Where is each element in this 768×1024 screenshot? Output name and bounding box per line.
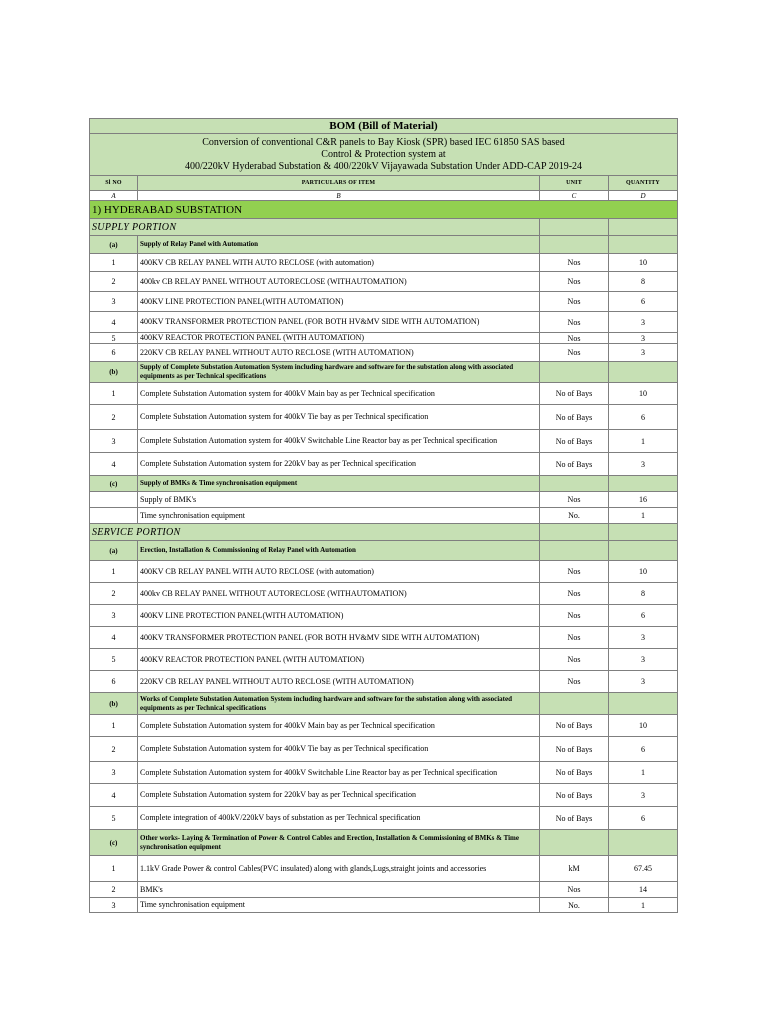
subtitle-line: Control & Protection system at [321,148,446,160]
row-particulars: 400KV CB RELAY PANEL WITH AUTO RECLOSE (with automation) [138,254,540,272]
row-unit: No of Bays [540,430,609,453]
row-particulars: Complete Substation Automation system for 400kV Tie bay as per Technical specification [138,737,540,762]
row-quantity: 3 [609,453,678,476]
bom-table [89,118,678,913]
column-header-quantity: QUANTITY [609,176,678,191]
table-row [90,453,678,476]
row-particulars: 400KV CB RELAY PANEL WITH AUTO RECLOSE (with automation) [138,561,540,583]
table-row [90,292,678,312]
row-quantity: 3 [609,312,678,333]
row-number: 5 [90,333,138,344]
supply-portion-body [90,236,678,524]
empty-cell [540,830,609,856]
group-header-row [90,362,678,383]
row-quantity: 6 [609,605,678,627]
row-unit: No. [540,508,609,524]
row-number: 6 [90,344,138,362]
row-particulars: Time synchronisation equipment [138,508,540,524]
section-title: 1) HYDERABAD SUBSTATION [90,201,678,219]
row-quantity: 6 [609,292,678,312]
table-row [90,272,678,292]
row-particulars: 1.1kV Grade Power & control Cables(PVC insulated) along with glands,Lugs,straight joints and accessories [138,856,540,882]
row-number: 4 [90,784,138,807]
row-unit: Nos [540,333,609,344]
row-quantity: 1 [609,762,678,784]
row-quantity: 16 [609,492,678,508]
column-header-row [90,176,678,191]
row-unit: Nos [540,344,609,362]
subtitle-line: 400/220kV Hyderabad Substation & 400/220kV Vijayawada Substation Under ADD-CAP 2019-24 [184,160,583,172]
row-number: 5 [90,807,138,830]
column-header-particulars: PARTICULARS OF ITEM [138,176,540,191]
document-title: BOM (Bill of Material) [90,119,678,134]
row-particulars: 400KV TRANSFORMER PROTECTION PANEL (FOR BOTH HV&MV SIDE WITH AUTOMATION) [138,312,540,333]
row-number: 6 [90,671,138,693]
row-number: 1 [90,856,138,882]
table-row [90,671,678,693]
row-quantity: 10 [609,561,678,583]
row-particulars: 400kv CB RELAY PANEL WITHOUT AUTORECLOSE (WITHAUTOMATION) [138,583,540,605]
row-number: 1 [90,383,138,405]
table-row [90,605,678,627]
table-row [90,856,678,882]
group-header-row [90,693,678,715]
empty-cell [540,524,609,541]
table-row [90,807,678,830]
row-unit: Nos [540,627,609,649]
column-header-unit: UNIT [540,176,609,191]
group-label: (a) [90,541,138,561]
row-particulars: Complete Substation Automation system for 400kV Switchable Line Reactor bay as per Technical specification [138,762,540,784]
empty-cell [609,541,678,561]
row-unit: No of Bays [540,405,609,430]
table-row [90,649,678,671]
row-quantity: 1 [609,508,678,524]
table-row [90,333,678,344]
row-particulars: BMK's [138,882,540,898]
table-row [90,882,678,898]
row-particulars: Complete Substation Automation system for 220kV bay as per Technical specification [138,784,540,807]
row-quantity: 3 [609,344,678,362]
subtitle-line: Conversion of conventional C&R panels to Bay Kiosk (SPR) based IEC 61850 SAS based [202,136,565,148]
table-row [90,627,678,649]
row-quantity: 6 [609,405,678,430]
empty-cell [609,236,678,254]
row-quantity: 10 [609,254,678,272]
portion-title-supply: SUPPLY PORTION [90,219,540,236]
row-quantity: 6 [609,737,678,762]
row-quantity: 1 [609,430,678,453]
row-number: 2 [90,583,138,605]
row-particulars: Complete Substation Automation system for 400kV Main bay as per Technical specification [138,383,540,405]
column-letter: A [90,191,138,201]
row-quantity: 3 [609,627,678,649]
row-number: 4 [90,453,138,476]
row-unit: Nos [540,272,609,292]
row-number: 1 [90,254,138,272]
group-title: Erection, Installation & Commissioning of Relay Panel with Automation [138,541,540,561]
empty-cell [609,362,678,383]
table-row [90,312,678,333]
row-number: 1 [90,715,138,737]
column-letter: C [540,191,609,201]
group-label: (c) [90,476,138,492]
row-number: 3 [90,762,138,784]
row-unit: Nos [540,605,609,627]
group-header-row [90,541,678,561]
group-title: Works of Complete Substation Automation System including hardware and software for the substation along with associated equipments as per Technical specifications [138,693,540,715]
empty-cell [540,541,609,561]
row-particulars: Complete Substation Automation system for 400kV Main bay as per Technical specification [138,715,540,737]
row-particulars: Complete Substation Automation system for 220kV bay as per Technical specification [138,453,540,476]
row-unit: Nos [540,882,609,898]
document-subtitle [90,134,678,176]
row-quantity: 8 [609,583,678,605]
table-row [90,430,678,453]
table-row [90,583,678,605]
row-unit: Nos [540,312,609,333]
row-number: 5 [90,649,138,671]
row-particulars: Complete integration of 400kV/220kV bays of substation as per Technical specification [138,807,540,830]
row-number [90,508,138,524]
row-unit: Nos [540,671,609,693]
group-label: (a) [90,236,138,254]
row-unit: No. [540,898,609,913]
portion-title-service: SERVICE PORTION [90,524,540,541]
row-unit: kM [540,856,609,882]
row-particulars: 400KV TRANSFORMER PROTECTION PANEL (FOR BOTH HV&MV SIDE WITH AUTOMATION) [138,627,540,649]
row-particulars: Supply of BMK's [138,492,540,508]
row-particulars: Time synchronisation equipment [138,898,540,913]
group-label: (b) [90,362,138,383]
table-row [90,561,678,583]
empty-cell [540,693,609,715]
row-number: 2 [90,405,138,430]
row-quantity: 10 [609,383,678,405]
empty-cell [540,219,609,236]
row-quantity: 3 [609,671,678,693]
row-number: 1 [90,561,138,583]
row-number: 2 [90,272,138,292]
row-unit: No of Bays [540,784,609,807]
empty-cell [609,219,678,236]
row-particulars: Complete Substation Automation system for 400kV Switchable Line Reactor bay as per Technical specification [138,430,540,453]
row-quantity: 8 [609,272,678,292]
row-number: 3 [90,898,138,913]
row-quantity: 1 [609,898,678,913]
row-unit: Nos [540,583,609,605]
row-particulars: 400KV LINE PROTECTION PANEL(WITH AUTOMATION) [138,605,540,627]
table-row [90,715,678,737]
table-row [90,784,678,807]
row-number: 4 [90,312,138,333]
row-unit: No of Bays [540,762,609,784]
row-unit: No of Bays [540,453,609,476]
group-header-row [90,830,678,856]
column-letter: D [609,191,678,201]
row-number: 2 [90,737,138,762]
row-unit: Nos [540,492,609,508]
empty-cell [540,362,609,383]
row-unit: No of Bays [540,715,609,737]
table-row [90,508,678,524]
row-number: 4 [90,627,138,649]
row-particulars: 400KV REACTOR PROTECTION PANEL (WITH AUTOMATION) [138,649,540,671]
row-unit: No of Bays [540,737,609,762]
group-title: Supply of Complete Substation Automation System including hardware and software for the substation along with associated equipments as per Technical specifications [138,362,540,383]
column-letter-row [90,191,678,201]
row-unit: No of Bays [540,807,609,830]
empty-cell [540,236,609,254]
row-number: 3 [90,292,138,312]
group-title: Supply of Relay Panel with Automation [138,236,540,254]
row-quantity: 3 [609,649,678,671]
table-row [90,405,678,430]
empty-cell [540,476,609,492]
row-quantity: 3 [609,333,678,344]
row-unit: Nos [540,649,609,671]
row-quantity: 14 [609,882,678,898]
row-unit: Nos [540,292,609,312]
group-label: (b) [90,693,138,715]
table-row [90,737,678,762]
row-number: 3 [90,430,138,453]
row-unit: Nos [540,254,609,272]
group-label: (c) [90,830,138,856]
row-number: 3 [90,605,138,627]
empty-cell [609,476,678,492]
group-title: Supply of BMKs & Time synchronisation equipment [138,476,540,492]
column-header-slno: Sl NO [90,176,138,191]
row-particulars: Complete Substation Automation system for 400kV Tie bay as per Technical specification [138,405,540,430]
row-quantity: 67.45 [609,856,678,882]
table-row [90,344,678,362]
row-number [90,492,138,508]
table-row [90,898,678,913]
row-particulars: 220KV CB RELAY PANEL WITHOUT AUTO RECLOSE (WITH AUTOMATION) [138,671,540,693]
row-particulars: 400KV REACTOR PROTECTION PANEL (WITH AUTOMATION) [138,333,540,344]
row-quantity: 6 [609,807,678,830]
row-quantity: 3 [609,784,678,807]
empty-cell [609,693,678,715]
row-unit: Nos [540,561,609,583]
empty-cell [609,524,678,541]
group-title: Other works- Laying & Termination of Power & Control Cables and Erection, Installation & Commissioning of BMKs & Time synchronisation equipment [138,830,540,856]
row-quantity: 10 [609,715,678,737]
row-unit: No of Bays [540,383,609,405]
table-row [90,492,678,508]
row-particulars: 400kv CB RELAY PANEL WITHOUT AUTORECLOSE (WITHAUTOMATION) [138,272,540,292]
empty-cell [609,830,678,856]
table-row [90,254,678,272]
row-particulars: 400KV LINE PROTECTION PANEL(WITH AUTOMATION) [138,292,540,312]
row-particulars: 220KV CB RELAY PANEL WITHOUT AUTO RECLOSE (WITH AUTOMATION) [138,344,540,362]
table-row [90,383,678,405]
group-header-row [90,476,678,492]
group-header-row [90,236,678,254]
service-portion-body [90,541,678,913]
column-letter: B [138,191,540,201]
table-row [90,762,678,784]
row-number: 2 [90,882,138,898]
